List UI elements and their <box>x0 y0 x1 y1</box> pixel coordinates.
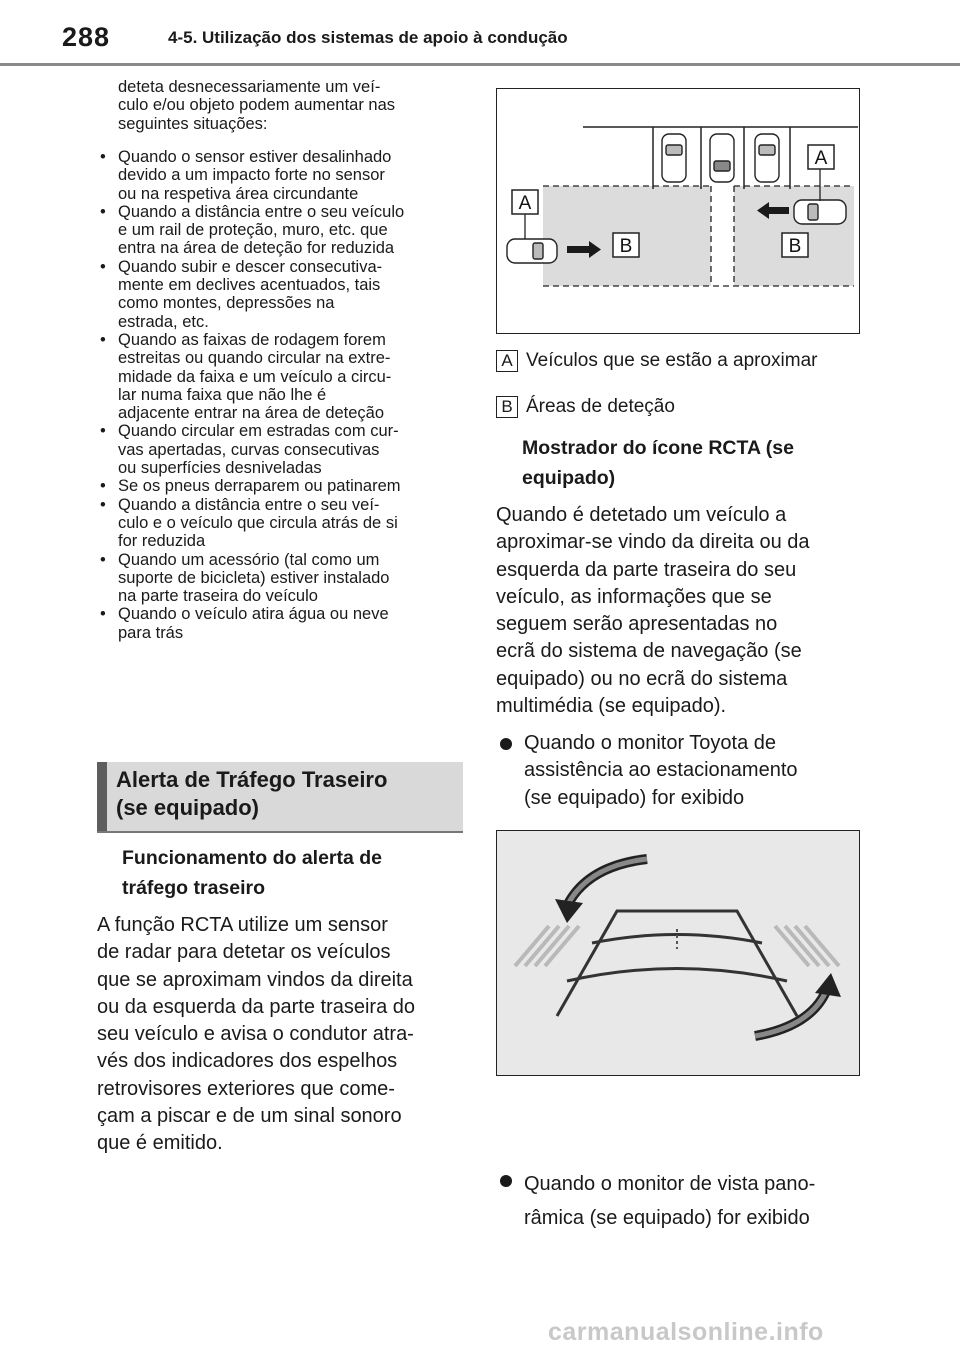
footer-watermark: carmanualsonline.info <box>548 1318 824 1346</box>
legend-text-a: Veículos que se estão a aproximar <box>526 350 818 371</box>
curved-arrow-right-icon <box>755 973 841 1036</box>
parked-car-icon <box>755 134 779 182</box>
subheading-rcta-operation: Funcionamento do alerta de tráfego traseiro <box>122 847 383 899</box>
list-item-panoramic-view: Quando o monitor de vista pano- râmica (se equipado) for exibido <box>496 1167 894 1235</box>
list-item: • Quando o veículo atira água ou neve para trás <box>96 605 468 642</box>
warning-stripes-left <box>515 926 579 966</box>
subheading-rcta-icon: Mostrador do ícone RCTA (se equipado) <box>522 437 794 489</box>
label-b: B <box>788 236 802 257</box>
label-a: A <box>814 148 828 169</box>
warning-stripes-right <box>775 926 839 966</box>
parked-car-icon <box>662 134 686 182</box>
legend-key-a: A <box>496 350 518 372</box>
page-number: 288 <box>62 22 111 52</box>
rcta-icon-description: Quando é detetado um veículo a aproximar-se vindo da direita ou da esquerda da parte traseira do seu veículo, as informações que se seguem serão apresentadas no ecrã do sistema de navegação (se equipado) ou no ecrã do sistema multimédia (se equipado). <box>496 504 810 718</box>
label-b: B <box>619 236 633 257</box>
curved-arrow-left-icon <box>555 859 647 923</box>
chapter-title: 4-5. Utilização dos sistemas de apoio à condução <box>168 28 568 47</box>
parking-detection-diagram <box>496 88 860 334</box>
list-item: • Quando circular em estradas com cur- vas apertadas, curvas consecutivas ou superfícies desniveladas <box>96 422 468 477</box>
list-item: • Quando o sensor estiver desalinhado devido a um impacto forte no sensor ou na respetiva área circundante <box>96 148 468 203</box>
own-vehicle-icon <box>710 134 734 182</box>
approaching-car-left-icon <box>507 239 557 263</box>
header-divider <box>0 63 960 66</box>
section-heading-rule <box>97 831 463 833</box>
list-item: • Quando a distância entre o seu veículo e um rail de proteção, muro, etc. que entra na área de deteção for reduzida <box>96 203 468 258</box>
situations-list <box>96 148 468 642</box>
list-item: • Quando subir e descer consecutiva- mente em declives acentuados, tais como montes, depressões na estrada, etc. <box>96 258 468 331</box>
parking-diagram-svg <box>497 89 858 332</box>
list-item-parking-assist: Quando o monitor Toyota de assistência ao estacionamento (se equipado) for exibido <box>496 730 894 812</box>
legend-text-b: Áreas de deteção <box>526 396 675 417</box>
label-a: A <box>518 193 532 214</box>
legend-key-b: B <box>496 396 518 418</box>
list-item: • Quando a distância entre o seu veí- culo e o veículo que circula atrás de si for reduzida <box>96 496 468 551</box>
list-item: • Se os pneus derraparem ou patinarem <box>96 477 468 495</box>
list-item: • Quando um acessório (tal como um suporte de bicicleta) estiver instalado na parte traseira do veículo <box>96 551 468 606</box>
parking-guide-lines <box>557 911 797 1016</box>
legend-item-b <box>496 395 876 419</box>
section-title: Alerta de Tráfego Traseiro (se equipado) <box>116 767 388 820</box>
legend-item-a <box>496 349 876 373</box>
rcta-description: A função RCTA utilize um sensor de radar para detetar os veículos que se aproximam vindos da direita ou da esquerda da parte traseira do seu veículo e avisa o condutor atra- vés dos indicadores dos espelhos retrovisores exteriores que come- çam a piscar e de um sinal sonoro que é emitido. <box>97 914 415 1155</box>
rear-camera-display-figure <box>496 830 860 1076</box>
list-item: • Quando as faixas de rodagem forem estreitas ou quando circular na extre- midade da faixa e um veículo a circu- lar numa faixa que não lhe é adjacente entrar na área de deteção <box>96 331 468 422</box>
camera-display-svg <box>497 831 858 1074</box>
approaching-car-right-icon <box>794 200 846 224</box>
intro-text: deteta desnecessariamente um veí- culo e/ou objeto podem aumentar nas seguintes situações: <box>118 78 396 133</box>
